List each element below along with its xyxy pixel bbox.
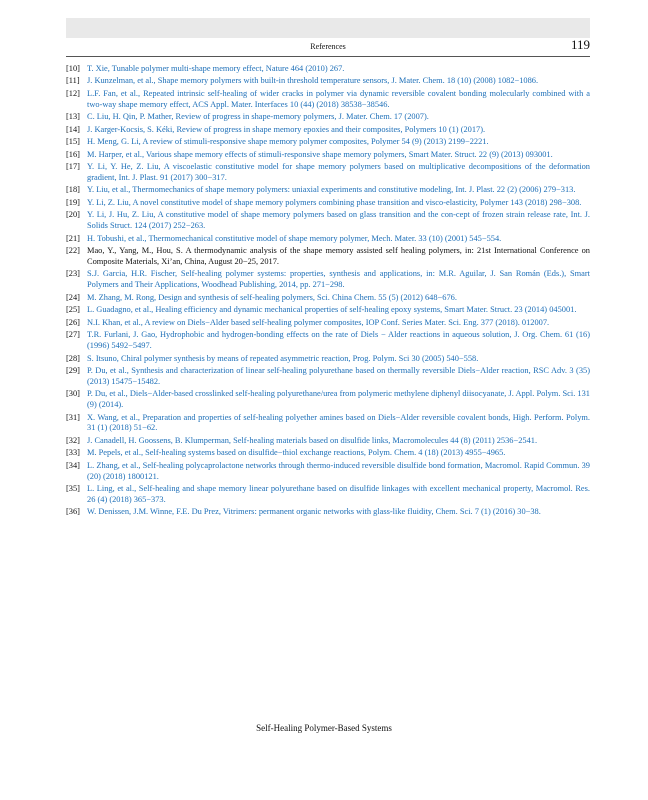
reference-item: [66, 330, 590, 352]
reference-link[interactable]: S.J. Garcia, H.R. Fischer, Self-healing polymer systems: properties, synthesis and applications, in: M.R. Aguilar, J. San Román (Eds.), Smart Polymers and Their Applications, Woodhead Publishing, 2014, pp. 271−298.: [87, 269, 590, 290]
reference-number: [23]: [66, 269, 80, 279]
reference-number: [36]: [66, 507, 80, 517]
reference-item: [66, 137, 590, 148]
reference-number: [32]: [66, 435, 80, 445]
reference-item: [66, 354, 590, 365]
reference-item: [66, 76, 590, 87]
reference-number: [19]: [66, 197, 80, 207]
reference-link[interactable]: T. Xie, Tunable polymer multi-shape memory effect, Nature 464 (2010) 267.: [87, 64, 345, 73]
reference-item: [66, 293, 590, 304]
reference-item: [66, 162, 590, 184]
reference-link[interactable]: Y. Li, Z. Liu, A novel constitutive model of shape memory polymers combining phase transition and visco-elasticity, Polymer 143 (2018) 298−308.: [87, 197, 582, 207]
reference-item: [66, 112, 590, 123]
reference-link[interactable]: M. Zhang, M. Rong, Design and synthesis of self-healing polymers, Sci. China Chem. 55 (5) (2012) 648−676.: [87, 292, 457, 302]
reference-number: [29]: [66, 365, 80, 375]
reference-link[interactable]: Y. Li, J. Hu, Z. Liu, A constitutive model of shape memory polymers based on glass transition and the con-cept of frozen strain release rate, Int. J. Solids Struct. 124 (2017) 252−263.: [87, 210, 590, 231]
reference-item: [66, 484, 590, 506]
reference-number: [15]: [66, 137, 80, 147]
reference-link[interactable]: J. Kunzelman, et al., Shape memory polymers with built-in threshold temperature sensors, J. Mater. Chem. 18 (10) (2008) 1082−1086.: [87, 76, 539, 86]
reference-item: [66, 413, 590, 435]
reference-number: [33]: [66, 448, 80, 458]
reference-item: [66, 246, 590, 268]
reference-item: [66, 185, 590, 196]
reference-link[interactable]: M. Pepels, et al., Self-healing systems based on disulfide−thiol exchange reactions, Polym. Chem. 4 (18) (2013) 4955−4965.: [87, 448, 506, 458]
reference-item: [66, 507, 590, 518]
reference-link[interactable]: L. Guadagno, et al., Healing efficiency and dynamic mechanical properties of self-healing epoxy systems, Smart Mater. Struct. 23 (2014) 045001.: [87, 305, 577, 315]
reference-number: [21]: [66, 233, 80, 243]
reference-item: [66, 89, 590, 111]
reference-number: [26]: [66, 317, 80, 327]
reference-text: Mao, Y., Yang, M., Hou, S. A thermodynamic analysis of the shape memory assisted self healing polymers, in: 21st International Conference on Composite Materials, Xi’an, China, August 20−25, 2017.: [87, 246, 590, 266]
section-title: References: [310, 42, 346, 51]
reference-number: [28]: [66, 353, 80, 363]
page-number: 119: [570, 37, 590, 52]
reference-number: [27]: [66, 330, 80, 340]
reference-item: [66, 366, 590, 388]
reference-item: [66, 210, 590, 232]
reference-link[interactable]: P. Du, et al., Synthesis and characterization of linear self-healing polyurethane based on thermally reversible Diels−Alder reaction, RSC Adv. 3 (35) (2013) 15475−15482.: [87, 365, 590, 386]
reference-item: [66, 448, 590, 459]
reference-link[interactable]: C. Liu, H. Qin, P. Mather, Review of progress in shape-memory polymers, J. Mater. Chem. 17 (2007).: [87, 112, 429, 122]
reference-item: [66, 436, 590, 447]
reference-item: [66, 125, 590, 136]
footer-book-title: Self-Healing Polymer-Based Systems: [256, 723, 392, 733]
reference-link[interactable]: L. Ling, et al., Self-healing and shape memory linear polyurethane based on disulfide linkages with excellent mechanical property, Macromol. Res. 26 (4) (2018) 365−373.: [87, 484, 590, 504]
reference-number: [35]: [66, 484, 80, 494]
reference-link[interactable]: N.I. Khan, et al., A review on Diels−Alder based self-healing polymer composites, IOP Conf. Series Mater. Sci. Eng. 377 (2018). 012007.: [87, 317, 550, 327]
reference-item: [66, 318, 590, 329]
reference-number: [14]: [66, 124, 80, 134]
reference-number: [20]: [66, 210, 80, 220]
reference-number: [11]: [66, 76, 80, 86]
reference-link[interactable]: J. Karger-Kocsis, S. Kéki, Review of progress in shape memory epoxies and their composites, Polymers 10 (1) (2017).: [87, 124, 486, 134]
reference-link[interactable]: S. Itsuno, Chiral polymer synthesis by means of repeated asymmetric reaction, Prog. Polym. Sci 30 (2005) 540−558.: [87, 353, 479, 363]
reference-number: [10]: [66, 64, 80, 73]
reference-link[interactable]: P. Du, et al., Diels−Alder-based crosslinked self-healing polyurethane/urea from polymeric methylene diphenyl diisocyanate, J. Appl. Polym. Sci. 131 (9) (2014).: [87, 389, 590, 410]
header-bar: [66, 18, 590, 38]
reference-link[interactable]: T.R. Furlani, J. Gao, Hydrophobic and hydrogen-bonding effects on the rate of Diels − Alder reactions in aqueous solution, J. Org. Chem. 61 (16) (1996) 5492−5497.: [87, 330, 590, 351]
reference-link[interactable]: Y. Liu, et al., Thermomechanics of shape memory polymers: uniaxial experiments and constitutive modeling, Int. J. Plast. 22 (2) (2006) 279−313.: [87, 185, 576, 195]
reference-link[interactable]: W. Denissen, J.M. Winne, F.E. Du Prez, Vitrimers: permanent organic networks with glass-like fluidity, Chem. Sci. 7 (1) (2016) 30−38.: [87, 507, 541, 517]
reference-number: [13]: [66, 112, 80, 122]
reference-item: [66, 198, 590, 209]
reference-item: [66, 64, 590, 75]
reference-number: [25]: [66, 305, 80, 315]
reference-item: [66, 389, 590, 411]
reference-link[interactable]: Y. Li, Y. He, Z. Liu, A viscoelastic constitutive model for shape memory polymers based on multiplicative decompositions of the deformation gradient, Int. J. Plast. 91 (2017) 300−317.: [87, 162, 590, 182]
reference-list: [66, 64, 590, 520]
reference-number: [24]: [66, 292, 80, 302]
reference-number: [12]: [66, 88, 80, 98]
reference-link[interactable]: L.F. Fan, et al., Repeated intrinsic self-healing of wider cracks in polymer via dynamic reversible covalent bonding molecularly combined with a two-way shape memory effect, ACS Appl. Mater. Interfaces 10 (44) (2018) 38538−38546.: [87, 88, 590, 109]
reference-number: [22]: [66, 246, 80, 256]
reference-item: [66, 461, 590, 483]
reference-link[interactable]: J. Canadell, H. Goossens, B. Klumperman, Self-healing materials based on disulfide links, Macromolecules 44 (8) (2011) 2536−2541.: [87, 435, 538, 445]
reference-link[interactable]: H. Meng, G. Li, A review of stimuli-responsive shape memory polymer composites, Polymer 54 (9) (2013) 2199−2221.: [87, 137, 489, 147]
reference-link[interactable]: L. Zhang, et al., Self-healing polycaprolactone networks through thermo-induced reversible disulfide bond formation, Macromol. Rapid Commun. 39 (20) (2018) 1800121.: [87, 460, 590, 481]
reference-number: [30]: [66, 389, 80, 399]
reference-number: [34]: [66, 460, 80, 470]
reference-number: [17]: [66, 162, 80, 172]
reference-number: [31]: [66, 412, 80, 422]
reference-item: [66, 269, 590, 291]
reference-item: [66, 305, 590, 316]
reference-item: [66, 150, 590, 161]
reference-number: [18]: [66, 185, 80, 195]
header-rule: [66, 56, 590, 57]
reference-number: [16]: [66, 149, 80, 159]
reference-link[interactable]: H. Tobushi, et al., Thermomechanical constitutive model of shape memory polymer, Mech. Mater. 33 (10) (2001) 545−554.: [87, 233, 502, 243]
running-head: [66, 37, 590, 56]
reference-link[interactable]: M. Harper, et al., Various shape memory effects of stimuli-responsive shape memory polymers, Smart Mater. Struct. 22 (9) (2013) 093001.: [87, 149, 553, 159]
reference-item: [66, 234, 590, 245]
reference-link[interactable]: X. Wang, et al., Preparation and properties of self-healing polyether amines based on Diels−Alder reversible covalent bonds, High. Perform. Polym. 31 (1) (2018) 51−62.: [87, 412, 590, 433]
